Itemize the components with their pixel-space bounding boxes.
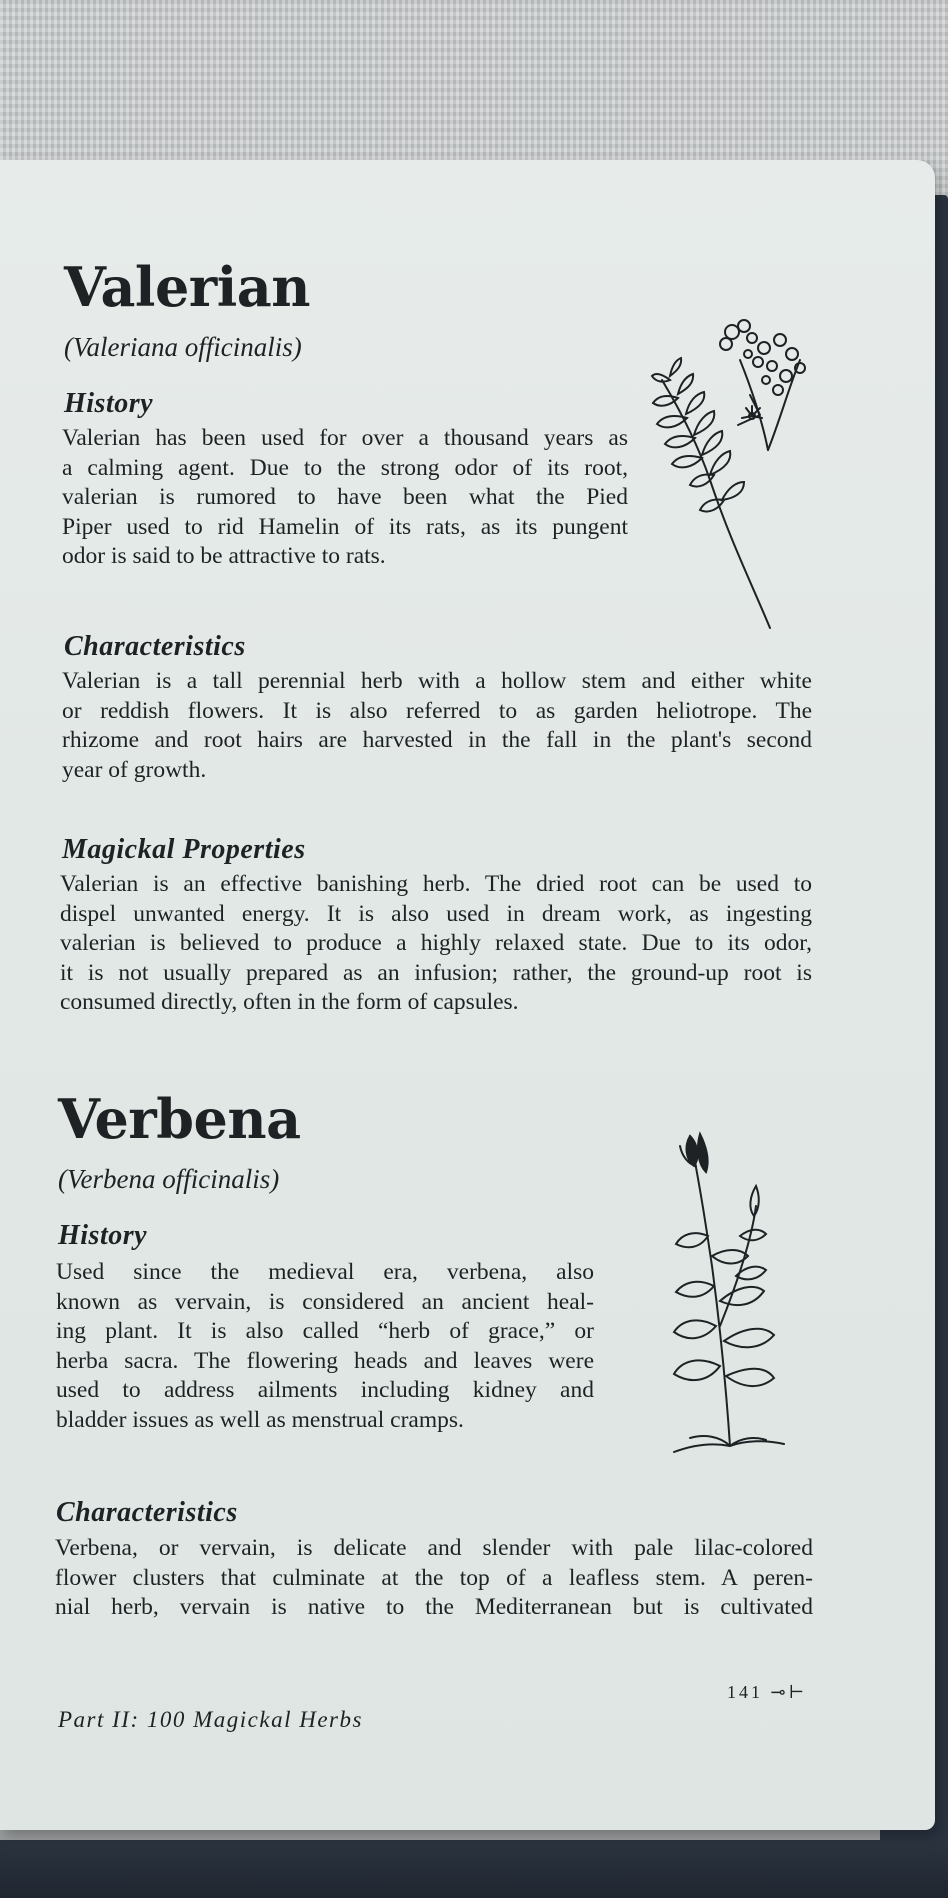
paragraph-valerian-magickal (60, 870, 812, 1018)
text-line: flower clusters that culminate at the top of a leafless stem. A peren- (55, 1564, 813, 1591)
entry-title-verbena: Verbena (58, 1087, 301, 1151)
entry-title-valerian: Valerian (64, 255, 311, 319)
page-ornament: ⊸⊢ (770, 1682, 808, 1702)
text-line: dispel unwanted energy. It is also used in dream work, as ingesting (60, 900, 812, 927)
latin-name-verbena: (Verbena officinalis) (58, 1164, 280, 1194)
paragraph-verbena-characteristics (55, 1534, 813, 1623)
dark-surface (0, 1840, 948, 1898)
valerian-plant-icon (640, 310, 840, 640)
text-line: Piper used to rid Hamelin of its rats, as its pungent (62, 513, 628, 540)
text-line: ing plant. It is also called “herb of grace,” or (56, 1318, 594, 1344)
text-line: Verbena, or vervain, is delicate and slender with pale lilac-colored (55, 1535, 813, 1561)
page-number: 141 (727, 1682, 763, 1702)
text-line: odor is said to be attractive to rats. (62, 543, 386, 569)
text-line: Used since the medieval era, verbena, also (56, 1259, 594, 1285)
text-line: valerian is believed to produce a highly relaxed state. Due to its odor, (60, 930, 812, 956)
verbena-plant-icon (660, 1126, 820, 1456)
page-content (0, 160, 935, 1830)
text-line: Valerian has been used for over a thousand years as (62, 425, 628, 451)
text-line: used to address ailments including kidney and (56, 1377, 594, 1403)
page-number-block (727, 1682, 807, 1703)
latin-name-valerian: (Valeriana officinalis) (64, 332, 302, 362)
paragraph-valerian-characteristics (62, 667, 812, 785)
text-line: rhizome and root hairs are harvested in the fall in the plant's second (62, 727, 812, 753)
book-page (0, 160, 935, 1830)
running-footer-section: Part II: 100 Magickal Herbs (58, 1707, 363, 1732)
text-line: known as vervain, is considered an ancient heal- (56, 1288, 594, 1315)
text-line: Valerian is an effective banishing herb. The dried root can be used to (60, 871, 812, 897)
text-line: herba sacra. The flowering heads and leaves were (56, 1347, 594, 1374)
section-heading-history: History (64, 388, 154, 419)
text-line: bladder issues as well as menstrual cramps. (56, 1406, 464, 1433)
section-heading-characteristics: Characteristics (56, 1497, 238, 1528)
text-line: or reddish flowers. It is also referred to as garden heliotrope. The (62, 697, 812, 724)
section-heading-history: History (58, 1220, 148, 1251)
text-line: year of growth. (62, 756, 207, 783)
text-line: Valerian is a tall perennial herb with a hollow stem and either white (62, 668, 812, 694)
paragraph-valerian-history (62, 424, 628, 572)
text-line: a calming agent. Due to the strong odor of its root, (62, 454, 628, 481)
text-line: valerian is rumored to have been what the Pied (62, 484, 628, 510)
paragraph-verbena-history (56, 1258, 594, 1435)
text-line: nial herb, vervain is native to the Mediterranean but is cultivated (55, 1594, 813, 1620)
section-heading-characteristics: Characteristics (64, 631, 246, 662)
text-line: consumed directly, often in the form of capsules. (60, 989, 519, 1015)
section-heading-magickal-properties: Magickal Properties (62, 834, 306, 865)
text-line: it is not usually prepared as an infusion; rather, the ground-up root is (60, 959, 812, 986)
